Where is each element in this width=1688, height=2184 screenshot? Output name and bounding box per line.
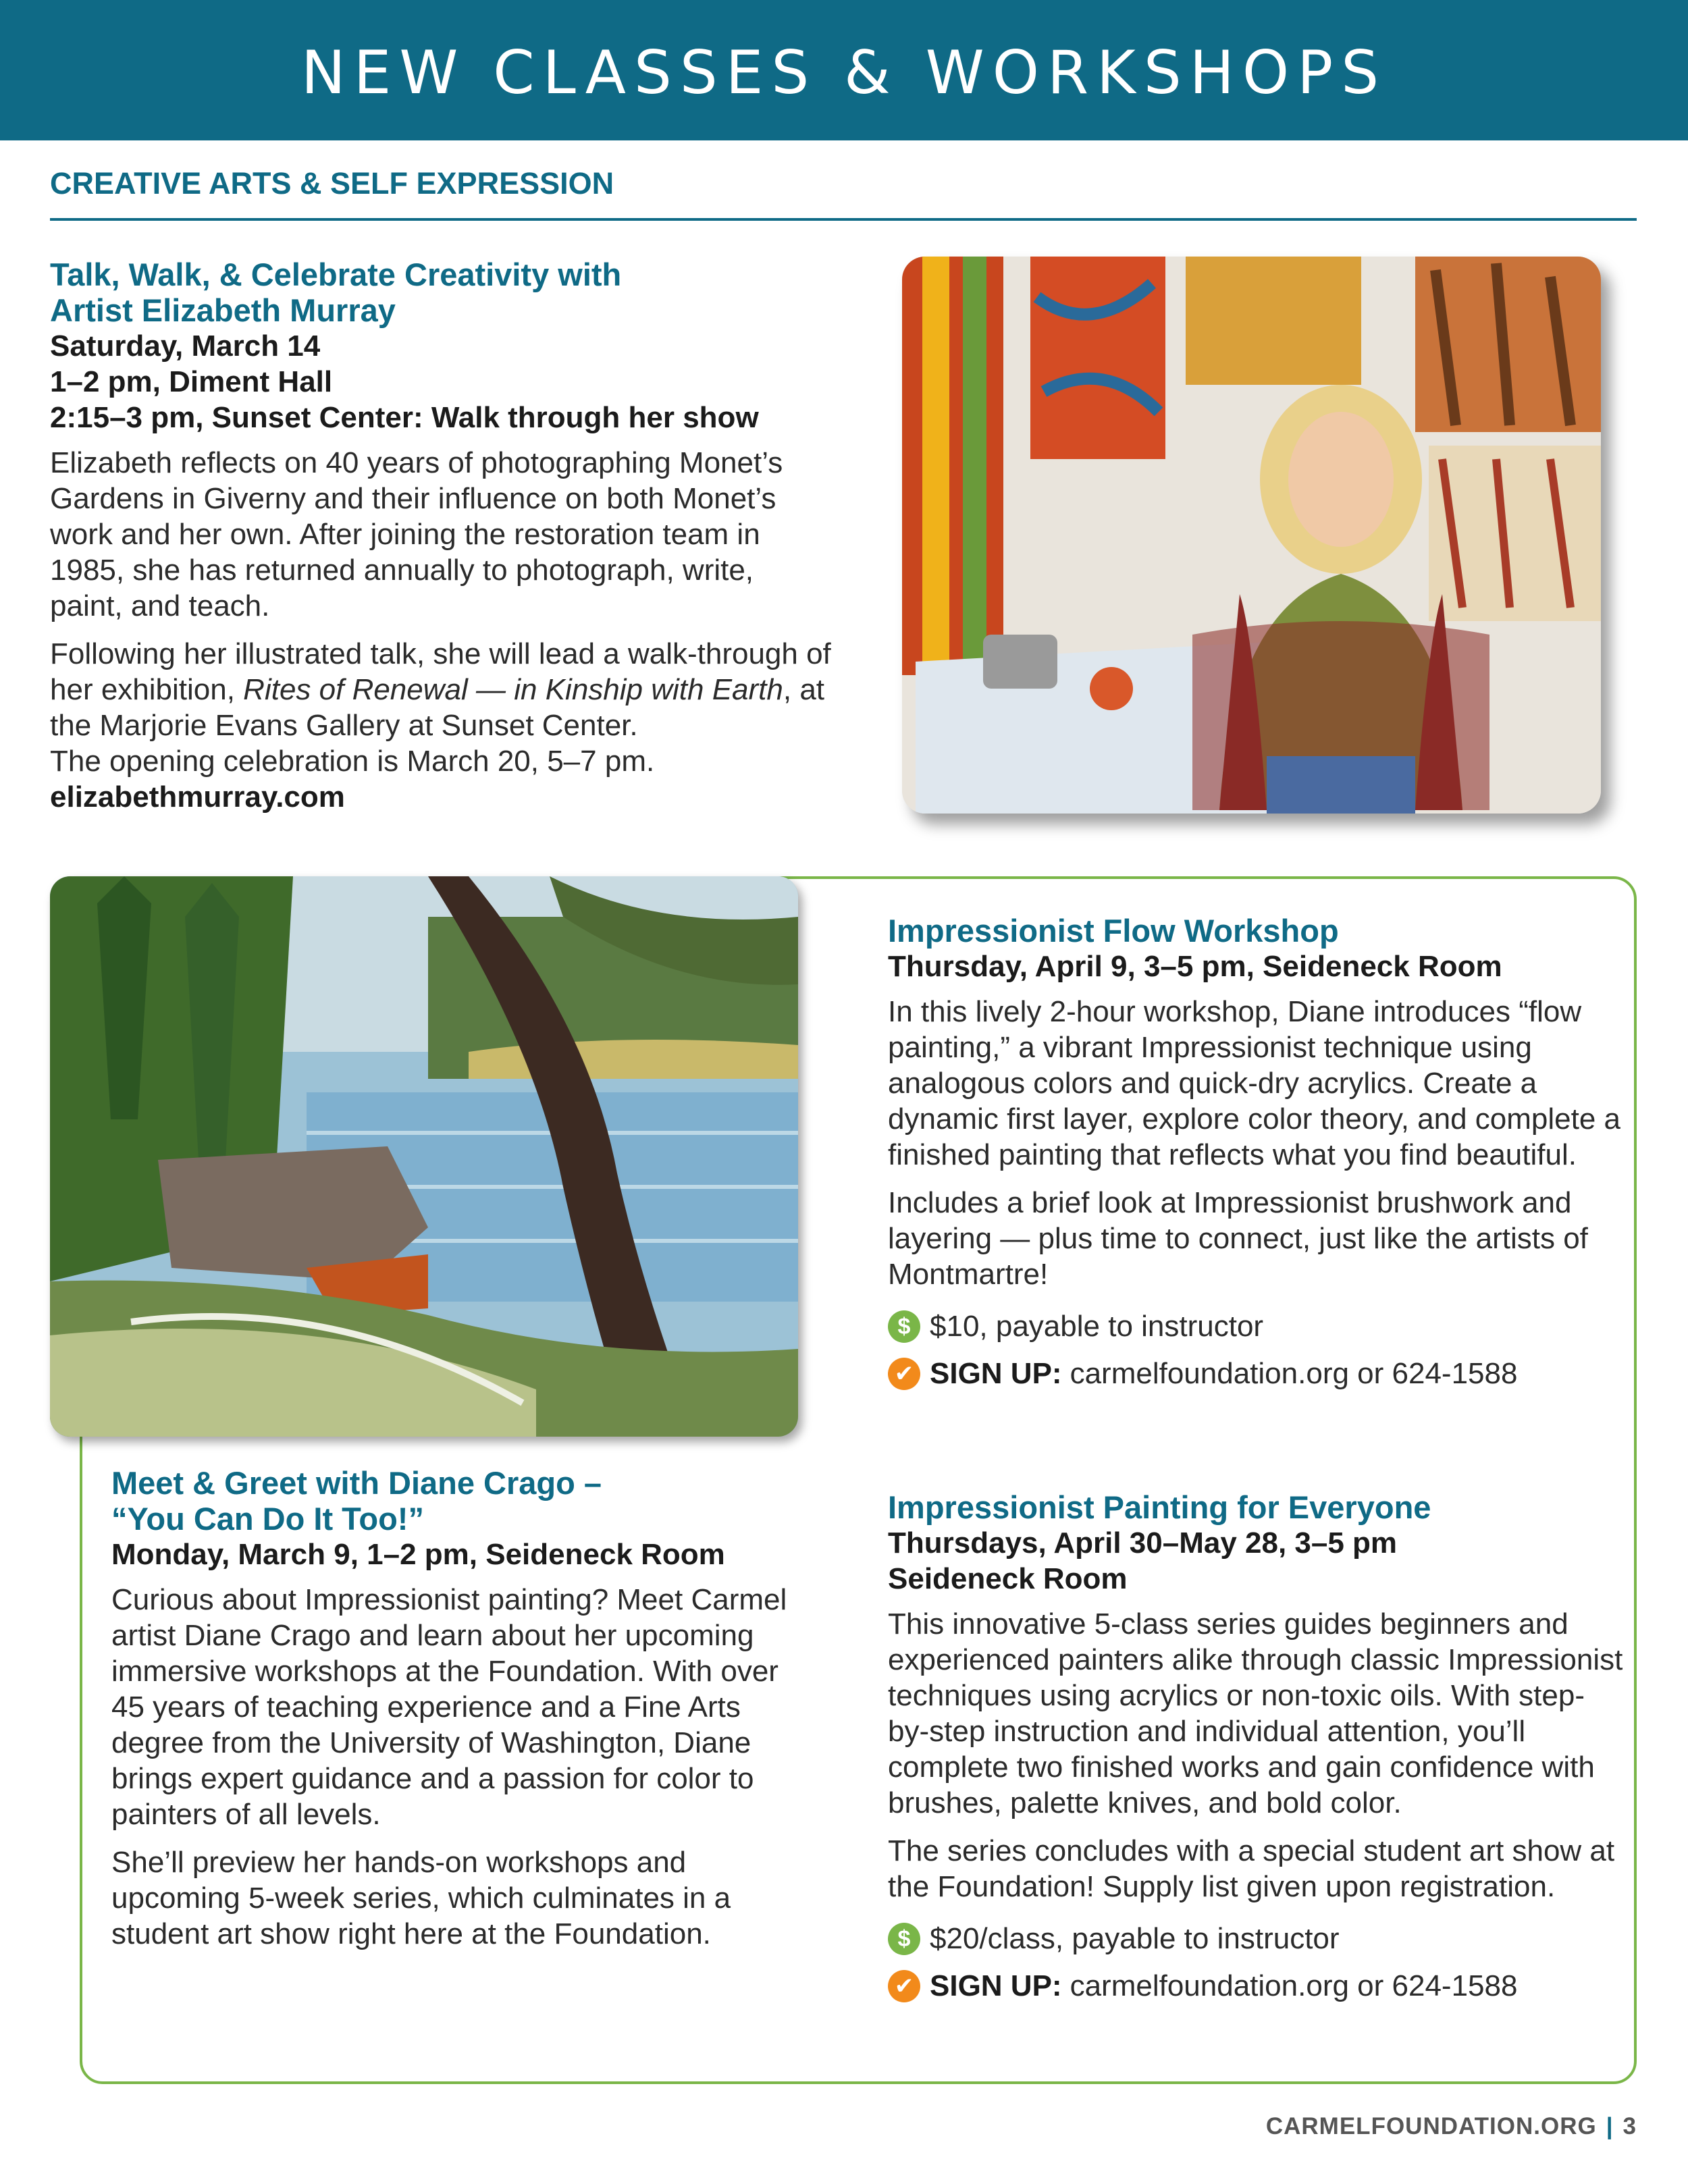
artist-photo — [902, 257, 1601, 814]
signup-label: SIGN UP: — [930, 1357, 1062, 1390]
signup-contact[interactable]: carmelfoundation.org or 624-1588 — [1070, 1969, 1518, 2002]
event-description: Elizabeth reflects on 40 years of photographing Monet’s Gardens in Giverny and their influence on both Monet’s work and her own. After joining the restoration team in 1985, she has returned annually to photograph, write, paint, and teach. — [50, 446, 783, 622]
event-flow-workshop — [888, 913, 1624, 1393]
event-title — [111, 1465, 814, 1537]
event-title: Impressionist Painting for Everyone — [888, 1489, 1431, 1525]
page-footer — [1266, 2113, 1637, 2140]
event-title-line: Meet & Greet with Diane Crago – — [111, 1465, 602, 1501]
text-span: , at the Marjorie Evans Gallery at Sunset Center. — [50, 673, 825, 742]
section-heading: CREATIVE ARTS & SELF EXPRESSION — [50, 166, 614, 201]
event-title-line: Artist Elizabeth Murray — [50, 292, 396, 328]
event-description: Curious about Impressionist painting? Meet Carmel artist Diane Crago and learn about her upcoming immersive workshops at the Foundation. With over 45 years of teaching experience and a Fine Arts degree from the University of Washington, Diane brings expert guidance and a passion for color to painters of all levels. — [111, 1583, 787, 1831]
landscape-painting-illustration — [50, 876, 798, 1437]
dollar-icon: $ — [888, 1310, 920, 1343]
footer-separator: | — [1606, 2113, 1614, 2139]
event-schedule — [888, 1525, 1624, 1597]
event-schedule: Thursday, April 9, 3–5 pm, Seideneck Room — [888, 950, 1502, 983]
text-span: The opening celebration is March 20, 5–7 pm. — [50, 745, 655, 778]
event-meet-greet — [111, 1465, 814, 1952]
check-icon: ✔ — [888, 1358, 920, 1390]
price-text: $10, payable to instructor — [930, 1310, 1264, 1343]
website-link[interactable]: elizabethmurray.com — [50, 780, 345, 814]
event-time: 1–2 pm, Diment Hall — [50, 365, 333, 398]
dollar-icon: $ — [888, 1923, 920, 1955]
event-description: The series concludes with a special student art show at the Foundation! Supply list given upon registration. — [888, 1834, 1615, 1903]
event-talk-walk — [50, 257, 833, 815]
signup-contact[interactable]: carmelfoundation.org or 624-1588 — [1070, 1357, 1518, 1390]
signup-text — [930, 1357, 1517, 1391]
signup-row[interactable] — [888, 1967, 1624, 2006]
artist-photo-illustration — [902, 257, 1601, 814]
signup-row[interactable] — [888, 1354, 1624, 1393]
header-banner — [0, 0, 1688, 140]
section-divider — [50, 218, 1637, 221]
event-description — [50, 636, 833, 815]
event-description: She’ll preview her hands-on workshops and upcoming 5-week series, which culminates in a student art show right here at the Foundation. — [111, 1846, 731, 1950]
price-row — [888, 1307, 1624, 1346]
event-title-line: “You Can Do It Too!” — [111, 1501, 424, 1537]
price-row — [888, 1919, 1624, 1959]
event-title-line: Talk, Walk, & Celebrate Creativity with — [50, 257, 622, 292]
page-number: 3 — [1623, 2113, 1637, 2139]
check-icon: ✔ — [888, 1970, 920, 2002]
event-description: This innovative 5-class series guides beginners and experienced painters alike through classic Impressionist techniques using acrylics or non-toxic oils. With step-by-step instruction and individual attention, you’ll complete two finished works and gain confidence with brushes, palette knives, and bold color. — [888, 1607, 1623, 1819]
event-title — [50, 257, 833, 328]
event-schedule — [50, 328, 833, 435]
event-title: Impressionist Flow Workshop — [888, 913, 1339, 949]
signup-label: SIGN UP: — [930, 1969, 1062, 2002]
event-date: Saturday, March 14 — [50, 329, 321, 363]
event-location: Seideneck Room — [888, 1562, 1128, 1595]
event-date: Thursdays, April 30–May 28, 3–5 pm — [888, 1526, 1398, 1560]
event-time: 2:15–3 pm, Sunset Center: Walk through her show — [50, 401, 759, 434]
signup-text — [930, 1969, 1517, 2003]
event-description: Includes a brief look at Impressionist brushwork and layering — plus time to connect, just like the artists of Montmartre! — [888, 1186, 1588, 1291]
exhibition-title: Rites of Renewal — in Kinship with Earth — [243, 673, 783, 706]
landscape-painting — [50, 876, 798, 1437]
price-text: $20/class, payable to instructor — [930, 1922, 1340, 1955]
text-span: Following her illustrated talk, she will lead a walk-through of her exhibition, — [50, 637, 831, 706]
page-title: NEW CLASSES & WORKSHOPS — [300, 38, 1388, 107]
event-painting-series — [888, 1489, 1624, 2006]
footer-site[interactable]: CARMELFOUNDATION.ORG — [1265, 2113, 1597, 2139]
event-description: In this lively 2-hour workshop, Diane introduces “flow painting,” a vibrant Impressionist technique using analogous colors and quick-dry acrylics. Create a dynamic first layer, explore color theory, and complete a finished painting that reflects what you find beautiful. — [888, 995, 1621, 1171]
event-schedule: Monday, March 9, 1–2 pm, Seideneck Room — [111, 1538, 725, 1571]
